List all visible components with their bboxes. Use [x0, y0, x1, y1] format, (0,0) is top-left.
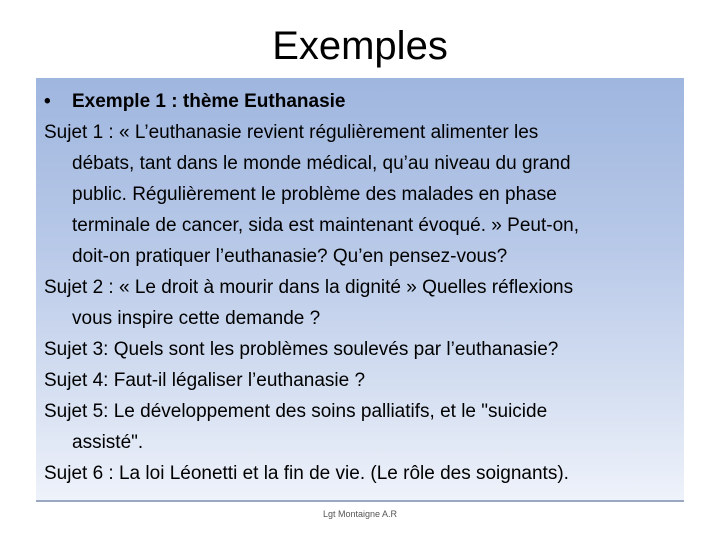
sujet-3-line-1: Sujet 3: Quels sont les problèmes soulevés par l’euthanasie? [44, 339, 559, 360]
sujet-3 [44, 334, 678, 365]
sujet-6-line-1: Sujet 6 : La loi Léonetti et la fin de vie. (Le rôle des soignants). [44, 463, 569, 484]
sujet-1 [44, 117, 678, 272]
bullet-item-exemple-1 [44, 86, 678, 117]
slide-title: Exemples [272, 24, 448, 68]
sujet-5-line-2: assisté". [72, 432, 144, 453]
sujet-4-line-1: Sujet 4: Faut-il légaliser l’euthanasie ? [44, 370, 366, 391]
sujet-2-line-1: Sujet 2 : « Le droit à mourir dans la dignité » Quelles réflexions [44, 277, 574, 298]
sujet-2-line-2: vous inspire cette demande ? [72, 308, 321, 329]
bullet-icon: • [44, 91, 51, 112]
sujet-1-line-2: débats, tant dans le monde médical, qu’au niveau du grand [72, 153, 571, 174]
sujet-5-line-1: Sujet 5: Le développement des soins palliatifs, et le "suicide [44, 401, 548, 422]
sujet-5 [44, 396, 678, 458]
footer-text: Lgt Montaigne A.R [322, 509, 398, 519]
sujet-1-line-4: terminale de cancer, sida est maintenant évoqué. » Peut-on, [72, 215, 579, 236]
content-box [36, 78, 684, 502]
bullet-text: Exemple 1 : thème Euthanasie [72, 91, 346, 112]
sujet-1-line-5: doit-on pratiquer l’euthanasie? Qu’en pensez-vous? [72, 246, 508, 267]
sujet-2 [44, 272, 678, 334]
sujet-4 [44, 365, 678, 396]
sujet-1-line-3: public. Régulièrement le problème des malades en phase [72, 184, 557, 205]
sujet-6 [44, 458, 678, 489]
sujet-1-line-1: Sujet 1 : « L’euthanasie revient régulièrement alimenter les [44, 122, 539, 143]
